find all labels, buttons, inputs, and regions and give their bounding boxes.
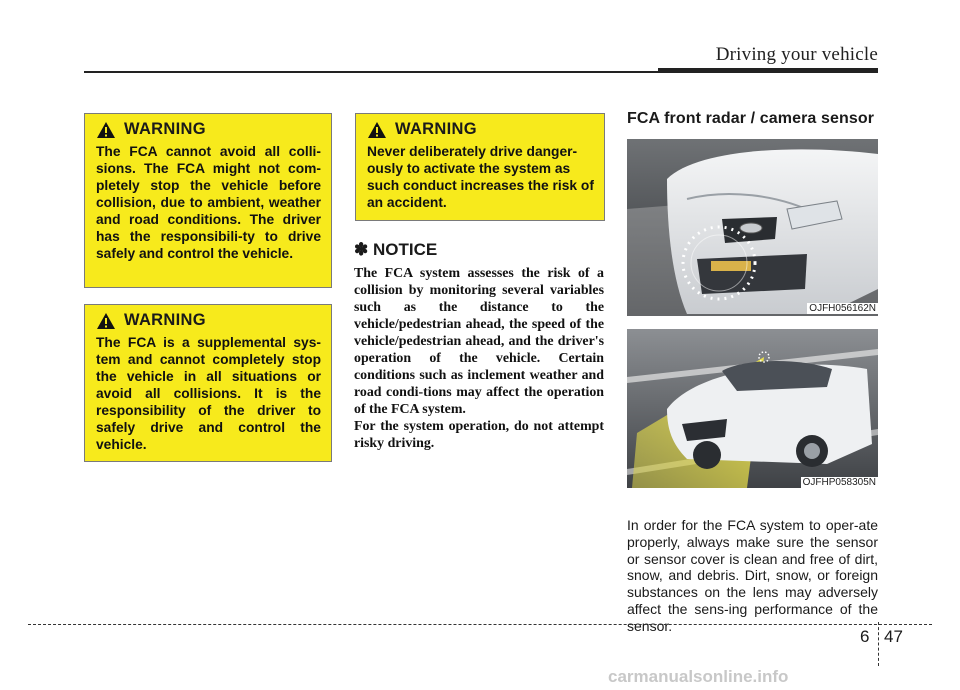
warning-triangle-icon — [96, 312, 116, 330]
chapter-number: 6 — [860, 627, 870, 646]
warning-header — [96, 311, 321, 330]
page-number: 47 — [884, 627, 903, 646]
notice-title: ✽ NOTICE — [354, 240, 438, 259]
warning-title: WARNING — [395, 120, 477, 138]
image-code-2: OJFHP058305N — [802, 477, 876, 488]
warning-box-3 — [355, 113, 605, 221]
notice-paragraph-2: For the system operation, do not attempt risky driving. — [354, 419, 604, 451]
notice-body — [354, 265, 604, 452]
warning-text: The FCA is a supplemental sys-tem and cannot completely stop the vehicle in all situations or avoid all collisions. It is the responsibility of the driver to safely drive and control the vehicle. — [96, 335, 321, 452]
warning-title: WARNING — [124, 311, 206, 329]
header-rule — [84, 71, 658, 73]
sensor-beam-illustration — [627, 329, 878, 488]
warning-text: Never deliberately drive danger-ously to activate the system as such conduct increases the risk of an accident. — [367, 144, 594, 210]
page-number-divider — [878, 622, 879, 666]
image-code-1: OJFH056162N — [809, 303, 876, 314]
section-title: FCA front radar / camera sensor — [627, 110, 875, 127]
warning-header — [367, 120, 594, 139]
warning-box-2 — [84, 304, 332, 462]
section-body-text: In order for the FCA system to oper-ate properly, always make sure the sensor or sensor cover is clean and free of dirt, snow, and debris. Dirt, snow, or foreign substances on the lens may adversely affect the sens-ing performance of the sensor. — [627, 517, 878, 634]
car-front-closeup-image — [627, 139, 878, 316]
warning-header — [96, 120, 321, 139]
warning-box-1 — [84, 113, 332, 288]
warning-triangle-icon — [96, 121, 116, 139]
warning-text: The FCA cannot avoid all colli-sions. The FCA might not com-pletely stop the vehicle before collision, due to ambient, weather and road conditions. The driver has the responsibili-ty to drive safely and control the vehicle. — [96, 144, 321, 261]
watermark: carmanualsonline.info — [608, 667, 789, 686]
page-header-title: Driving your vehicle — [715, 44, 878, 65]
header-rule-thick — [658, 68, 878, 73]
car-sensor-beam-image — [627, 329, 878, 488]
warning-title: WARNING — [124, 120, 206, 138]
footer-rule — [28, 624, 932, 625]
notice-paragraph-1: The FCA system assesses the risk of a collision by monitoring several variables such as the distance to the vehicle/pedestrian ahead, the speed of the vehicle/pedestrian ahead, and the driver's operation of the vehicle. Certain conditions such as inclement weather and road condi-tions may affect the operation of the FCA system. — [354, 266, 604, 417]
sensor-closeup-illustration — [627, 139, 878, 316]
warning-triangle-icon — [367, 121, 387, 139]
